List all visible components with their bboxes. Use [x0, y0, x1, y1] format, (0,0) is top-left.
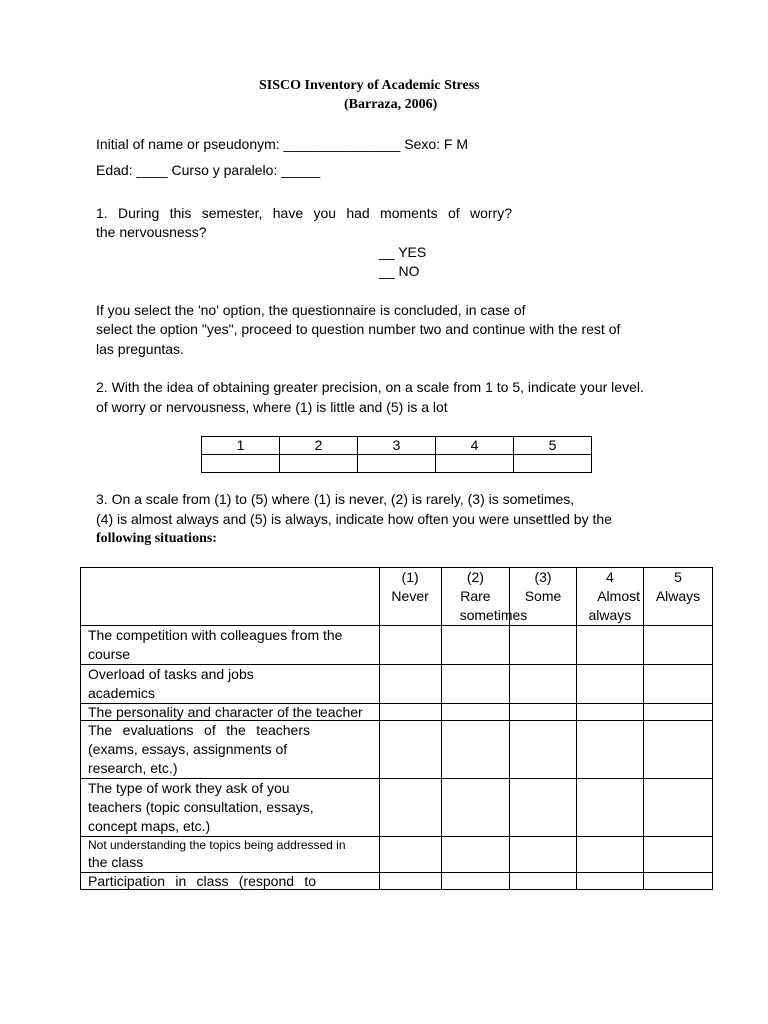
header-label: Always [655, 588, 701, 604]
situation-text: Not understanding the topics being addressed in [88, 838, 346, 852]
answer-cell[interactable] [576, 779, 643, 837]
question-2-line2: of worry or nervousness, where (1) is little and (5) is a lot [96, 399, 448, 415]
frequency-header-always [644, 568, 713, 626]
situation-cell [81, 626, 380, 665]
answer-cell[interactable] [379, 873, 441, 890]
scale-answer-cell[interactable] [280, 455, 358, 473]
situation-text: The type of work they ask of you [88, 780, 290, 796]
answer-cell[interactable] [644, 721, 713, 779]
scale-answer-cell[interactable] [436, 455, 514, 473]
question-3-line2: (4) is almost always and (5) is always, indicate how often you were unsettled by the [96, 511, 612, 527]
answer-cell[interactable] [576, 837, 643, 873]
table-row [81, 779, 713, 837]
answer-cell[interactable] [379, 626, 441, 665]
question-2-line1: 2. With the idea of obtaining greater precision, on a scale from 1 to 5, indicate your level. [96, 379, 644, 395]
situation-text: Participation in class (respond to [88, 873, 316, 889]
table-row [81, 704, 713, 721]
question-3-line3: following situations: [96, 531, 217, 546]
question-1-line2: the nervousness? [96, 224, 207, 240]
answer-cell[interactable] [510, 873, 577, 890]
answer-cell[interactable] [644, 665, 713, 704]
situation-text: teachers (topic consultation, essays, [88, 799, 314, 815]
situation-text: course [88, 646, 131, 662]
situation-text: The evaluations of the teachers [88, 722, 310, 738]
instructions-line2: select the option "yes", proceed to question number two and continue with the rest of [96, 321, 621, 337]
answer-cell[interactable] [379, 665, 441, 704]
scale-answer-cell[interactable] [514, 455, 592, 473]
situation-cell [81, 779, 380, 837]
frequency-table [80, 567, 713, 890]
frequency-header-row [81, 568, 713, 626]
header-number: (1) [401, 569, 419, 585]
table-row [81, 873, 713, 890]
header-label: Some [524, 588, 562, 604]
question-3-line1: 3. On a scale from (1) to (5) where (1) is never, (2) is rarely, (3) is sometimes, [96, 491, 575, 507]
header-number: (3) [534, 569, 552, 585]
answer-cell[interactable] [510, 779, 577, 837]
answer-cell[interactable] [379, 704, 441, 721]
scale-answer-cell[interactable] [358, 455, 436, 473]
header-number: (2) [466, 569, 484, 585]
table-row [81, 721, 713, 779]
header-number: 5 [674, 569, 682, 585]
option-no[interactable]: __ NO [379, 263, 420, 279]
option-yes[interactable]: __ YES [379, 244, 427, 260]
situation-text: The personality and character of the teacher [88, 704, 363, 720]
answer-cell[interactable] [644, 704, 713, 721]
answer-cell[interactable] [510, 626, 577, 665]
answer-cell[interactable] [644, 837, 713, 873]
answer-cell[interactable] [576, 665, 643, 704]
header-number: 4 [605, 569, 614, 585]
answer-cell[interactable] [441, 665, 510, 704]
header-label: Never [391, 588, 429, 604]
scale-answer-row[interactable] [202, 455, 592, 473]
answer-cell[interactable] [379, 779, 441, 837]
answer-cell[interactable] [441, 626, 510, 665]
situation-cell [81, 704, 380, 721]
table-row [81, 837, 713, 873]
situation-text: Overload of tasks and jobs [88, 666, 254, 682]
situation-header-cell [81, 568, 380, 626]
document-title: SISCO Inventory of Academic Stress [259, 78, 480, 93]
answer-cell[interactable] [441, 721, 510, 779]
answer-cell[interactable] [441, 779, 510, 837]
answer-cell[interactable] [576, 704, 643, 721]
scale-header-row [202, 437, 592, 455]
situation-text: The competition with colleagues from the [88, 627, 343, 643]
answer-cell[interactable] [644, 873, 713, 890]
answer-cell[interactable] [576, 873, 643, 890]
answer-cell[interactable] [441, 704, 510, 721]
scale-label: 4 [436, 437, 514, 455]
header-label-continued: sometimes [459, 607, 528, 623]
answer-cell[interactable] [576, 721, 643, 779]
situation-text: academics [88, 685, 155, 701]
scale-label: 5 [514, 437, 592, 455]
answer-cell[interactable] [576, 626, 643, 665]
situation-cell [81, 837, 380, 873]
table-row [81, 626, 713, 665]
header-label: Almost [597, 588, 640, 604]
answer-cell[interactable] [644, 626, 713, 665]
answer-cell[interactable] [510, 837, 577, 873]
frequency-header-rare [441, 568, 528, 626]
frequency-header-never [379, 568, 441, 626]
situation-cell [81, 873, 380, 890]
worry-scale-table [201, 436, 592, 473]
scale-label: 3 [358, 437, 436, 455]
scale-answer-cell[interactable] [202, 455, 280, 473]
instructions-line1: If you select the 'no' option, the questionnaire is concluded, in case of [96, 302, 526, 318]
name-sex-field[interactable]: Initial of name or pseudonym: _______________ Sexo: F M [96, 136, 469, 152]
answer-cell[interactable] [510, 704, 577, 721]
answer-cell[interactable] [510, 721, 577, 779]
answer-cell[interactable] [644, 779, 713, 837]
age-course-field[interactable]: Edad: ____ Curso y paralelo: _____ [96, 162, 321, 178]
situation-text: the class [88, 854, 144, 870]
situation-text: (exams, essays, assignments of [88, 741, 288, 757]
answer-cell[interactable] [379, 837, 441, 873]
table-row [81, 665, 713, 704]
scale-label: 2 [280, 437, 358, 455]
frequency-header-almost-always [576, 568, 643, 626]
answer-cell[interactable] [379, 721, 441, 779]
situation-text: concept maps, etc.) [88, 818, 211, 834]
instructions-line3: las preguntas. [96, 341, 184, 357]
header-label: Rare [460, 588, 491, 604]
situation-text: research, etc.) [88, 760, 178, 776]
question-1-line1: 1. During this semester, have you had moments of worry? [96, 205, 512, 221]
answer-cell[interactable] [510, 665, 577, 704]
answer-cell[interactable] [441, 837, 510, 873]
document-citation: (Barraza, 2006) [344, 97, 438, 112]
answer-cell[interactable] [441, 873, 510, 890]
header-label-continued: always [588, 607, 632, 623]
scale-label: 1 [202, 437, 280, 455]
situation-cell [81, 721, 380, 779]
situation-cell [81, 665, 380, 704]
